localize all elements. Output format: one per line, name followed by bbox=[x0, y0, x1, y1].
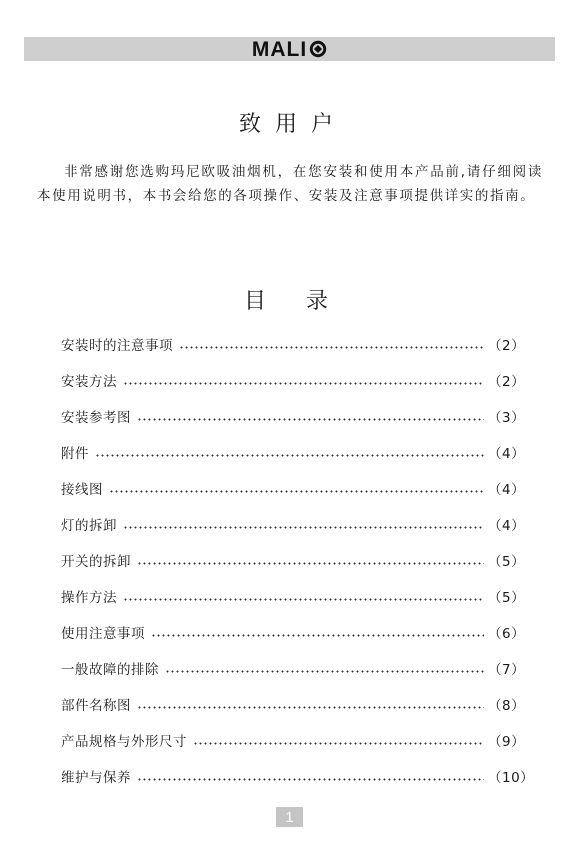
intro-title: 致用户 bbox=[238, 112, 347, 137]
toc-entry[interactable] bbox=[61, 686, 524, 722]
toc-entry-label: 使用注意事项 bbox=[61, 626, 145, 642]
toc-entry-page: （8） bbox=[488, 698, 526, 714]
page-number: 1 bbox=[276, 807, 303, 827]
toc-leader-dots bbox=[137, 777, 484, 781]
toc-entry-label: 安装方法 bbox=[61, 374, 117, 390]
toc-entry-page: （6） bbox=[488, 626, 526, 642]
toc-leader-dots bbox=[193, 741, 484, 745]
toc-entry[interactable] bbox=[61, 362, 524, 398]
toc-leader-dots bbox=[151, 633, 484, 637]
toc-entry[interactable] bbox=[61, 722, 524, 758]
toc-entry-label: 操作方法 bbox=[61, 590, 117, 606]
toc-entry[interactable] bbox=[61, 542, 524, 578]
toc-entry-label: 安装参考图 bbox=[61, 410, 131, 426]
toc-entry-label: 产品规格与外形尺寸 bbox=[61, 734, 187, 750]
toc-entry-page: （3） bbox=[488, 410, 526, 426]
toc-leader-dots bbox=[123, 381, 484, 385]
toc-entry-page: （9） bbox=[488, 734, 526, 750]
toc-leader-dots bbox=[137, 561, 484, 565]
toc-entry[interactable] bbox=[61, 470, 524, 506]
toc-entry-page: （5） bbox=[488, 590, 526, 606]
toc-leader-dots bbox=[137, 705, 484, 709]
toc-entry[interactable] bbox=[61, 434, 524, 470]
toc-entry-page: （2） bbox=[488, 338, 526, 354]
toc-entry-label: 开关的拆卸 bbox=[61, 554, 131, 570]
toc-entry-label: 接线图 bbox=[61, 482, 103, 498]
toc-entry-label: 维护与保养 bbox=[61, 770, 131, 786]
toc-leader-dots bbox=[109, 489, 484, 493]
intro-paragraph: 非常感谢您选购玛尼欧吸油烟机，在您安装和使用本产品前,请仔细阅读本使用说明书，本书会给您的各项操作、安装及注意事项提供详实的指南。 bbox=[37, 164, 543, 204]
toc-entry-page: （4） bbox=[488, 446, 526, 462]
toc-entry[interactable] bbox=[61, 650, 524, 686]
toc-leader-dots bbox=[137, 417, 484, 421]
toc-entry[interactable] bbox=[61, 578, 524, 614]
toc-leader-dots bbox=[123, 525, 484, 529]
header-bar bbox=[24, 37, 555, 61]
toc-entry[interactable] bbox=[61, 506, 524, 542]
table-of-contents bbox=[61, 326, 535, 794]
toc-leader-dots bbox=[123, 597, 484, 601]
toc-entry-page: （5） bbox=[488, 554, 526, 570]
toc-entry-page: （4） bbox=[488, 482, 526, 498]
toc-entry-label: 安装时的注意事项 bbox=[61, 338, 173, 354]
toc-entry[interactable] bbox=[61, 614, 524, 650]
toc-entry-label: 一般故障的排除 bbox=[61, 662, 159, 678]
brand-logo bbox=[252, 39, 327, 60]
toc-entry[interactable] bbox=[61, 758, 535, 794]
toc-entry-label: 灯的拆卸 bbox=[61, 518, 117, 534]
toc-entry-label: 部件名称图 bbox=[61, 698, 131, 714]
toc-entry-page: （2） bbox=[488, 374, 526, 390]
toc-entry-page: （10） bbox=[488, 770, 535, 786]
toc-entry[interactable] bbox=[61, 326, 524, 362]
toc-entry-page: （4） bbox=[488, 518, 526, 534]
toc-entry[interactable] bbox=[61, 398, 524, 434]
toc-leader-dots bbox=[95, 453, 484, 457]
toc-title: 目录 bbox=[243, 289, 368, 314]
toc-leader-dots bbox=[179, 345, 484, 349]
circle-arrow-icon bbox=[309, 40, 327, 58]
logo-text: MALI bbox=[251, 37, 308, 61]
toc-entry-page: （7） bbox=[488, 662, 526, 678]
toc-leader-dots bbox=[165, 669, 484, 673]
toc-entry-label: 附件 bbox=[61, 446, 89, 462]
